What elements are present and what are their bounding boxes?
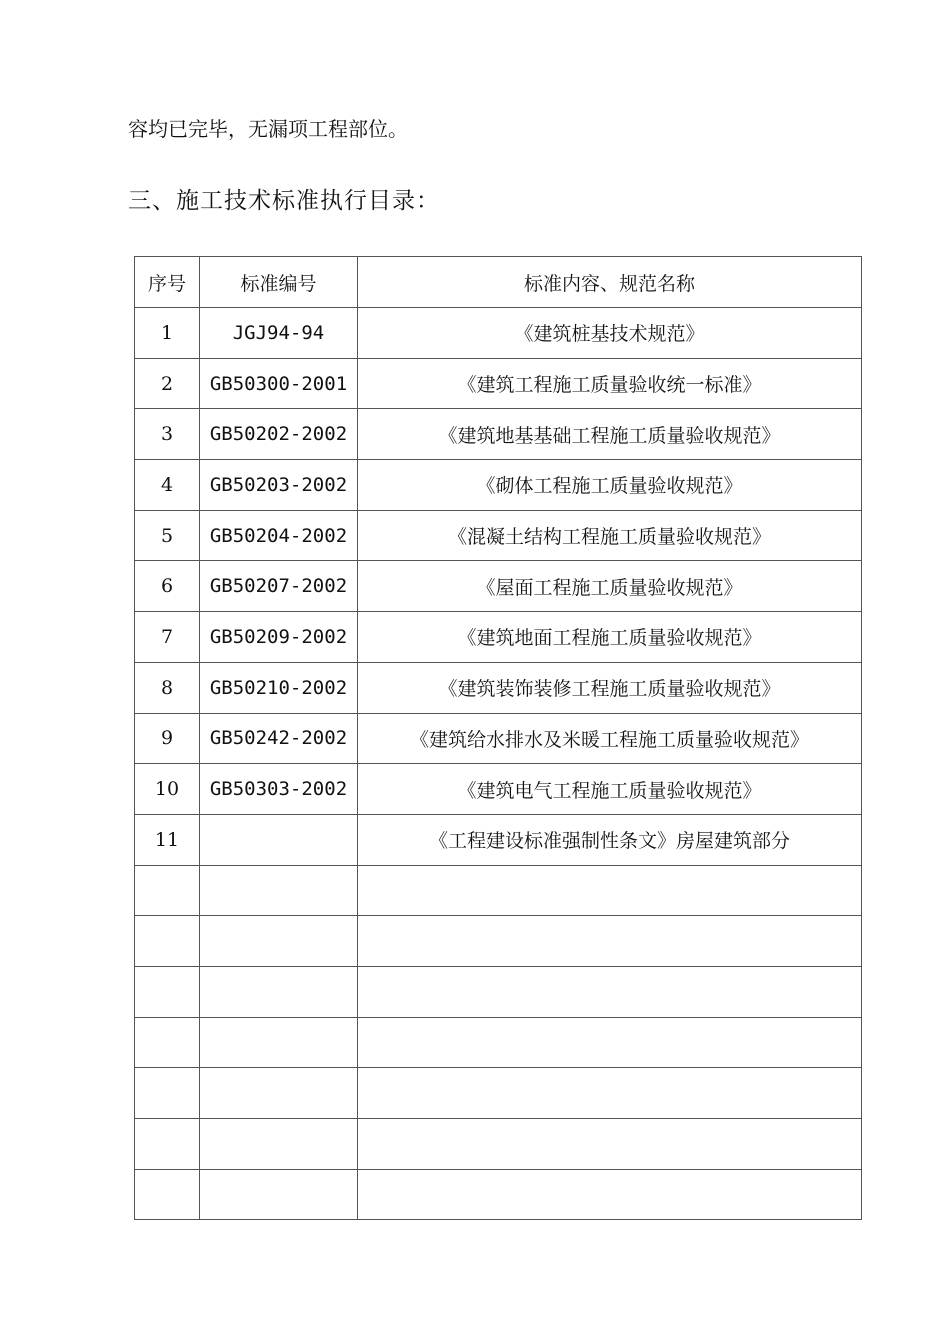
header-code: 标准编号 bbox=[200, 257, 358, 308]
row-name bbox=[358, 916, 862, 967]
row-code: GB50207-2002 bbox=[200, 561, 358, 612]
row-seq: 9 bbox=[135, 713, 200, 764]
row-name bbox=[358, 1119, 862, 1170]
row-seq bbox=[135, 865, 200, 916]
row-code bbox=[200, 1068, 358, 1119]
header-name: 标准内容、规范名称 bbox=[358, 257, 862, 308]
row-code: GB50209-2002 bbox=[200, 612, 358, 663]
table-row bbox=[135, 308, 862, 359]
row-code: GB50242-2002 bbox=[200, 713, 358, 764]
row-seq: 7 bbox=[135, 612, 200, 663]
table-row bbox=[135, 460, 862, 511]
row-seq bbox=[135, 966, 200, 1017]
table-row bbox=[135, 662, 862, 713]
row-code: GB50202-2002 bbox=[200, 409, 358, 460]
row-seq: 6 bbox=[135, 561, 200, 612]
row-name bbox=[358, 1169, 862, 1220]
row-name: 《建筑地面工程施工质量验收规范》 bbox=[358, 612, 862, 663]
table-row bbox=[135, 764, 862, 815]
section-heading: 三、施工技术标准执行目录： bbox=[128, 188, 440, 214]
row-seq: 2 bbox=[135, 358, 200, 409]
row-code: GB50204-2002 bbox=[200, 510, 358, 561]
row-seq bbox=[135, 1068, 200, 1119]
row-seq: 11 bbox=[135, 814, 200, 865]
row-name bbox=[358, 1068, 862, 1119]
table-row bbox=[135, 409, 862, 460]
row-seq bbox=[135, 916, 200, 967]
row-name bbox=[358, 1017, 862, 1068]
row-seq: 10 bbox=[135, 764, 200, 815]
table-row bbox=[135, 612, 862, 663]
row-seq bbox=[135, 1169, 200, 1220]
table-row-empty bbox=[135, 916, 862, 967]
row-name: 《工程建设标准强制性条文》房屋建筑部分 bbox=[358, 814, 862, 865]
table-row bbox=[135, 358, 862, 409]
row-name: 《建筑给水排水及米暖工程施工质量验收规范》 bbox=[358, 713, 862, 764]
row-name: 《建筑电气工程施工质量验收规范》 bbox=[358, 764, 862, 815]
table-row bbox=[135, 510, 862, 561]
table-row-empty bbox=[135, 1119, 862, 1170]
table-row bbox=[135, 713, 862, 764]
row-name: 《建筑地基基础工程施工质量验收规范》 bbox=[358, 409, 862, 460]
row-code bbox=[200, 865, 358, 916]
table-row-empty bbox=[135, 1017, 862, 1068]
standards-table bbox=[134, 256, 862, 1220]
row-name: 《建筑工程施工质量验收统一标准》 bbox=[358, 358, 862, 409]
table-row bbox=[135, 561, 862, 612]
row-name bbox=[358, 865, 862, 916]
header-seq: 序号 bbox=[135, 257, 200, 308]
table-row-empty bbox=[135, 1169, 862, 1220]
row-code bbox=[200, 966, 358, 1017]
row-seq: 1 bbox=[135, 308, 200, 359]
row-name bbox=[358, 966, 862, 1017]
row-seq: 4 bbox=[135, 460, 200, 511]
row-seq: 8 bbox=[135, 662, 200, 713]
row-seq bbox=[135, 1119, 200, 1170]
row-code: GB50303-2002 bbox=[200, 764, 358, 815]
row-code: GB50300-2001 bbox=[200, 358, 358, 409]
row-code bbox=[200, 1119, 358, 1170]
row-code bbox=[200, 916, 358, 967]
row-code bbox=[200, 814, 358, 865]
row-name: 《混凝土结构工程施工质量验收规范》 bbox=[358, 510, 862, 561]
row-code bbox=[200, 1017, 358, 1068]
row-seq bbox=[135, 1017, 200, 1068]
table-row-empty bbox=[135, 865, 862, 916]
row-name: 《屋面工程施工质量验收规范》 bbox=[358, 561, 862, 612]
row-code: JGJ94-94 bbox=[200, 308, 358, 359]
row-seq: 3 bbox=[135, 409, 200, 460]
row-seq: 5 bbox=[135, 510, 200, 561]
table-row-empty bbox=[135, 1068, 862, 1119]
row-code bbox=[200, 1169, 358, 1220]
row-code: GB50203-2002 bbox=[200, 460, 358, 511]
table-header-row bbox=[135, 257, 862, 308]
row-name: 《建筑装饰装修工程施工质量验收规范》 bbox=[358, 662, 862, 713]
intro-paragraph-line: 容均已完毕，无漏项工程部位。 bbox=[128, 117, 408, 141]
table-row bbox=[135, 814, 862, 865]
row-code: GB50210-2002 bbox=[200, 662, 358, 713]
table-row-empty bbox=[135, 966, 862, 1017]
row-name: 《建筑桩基技术规范》 bbox=[358, 308, 862, 359]
row-name: 《砌体工程施工质量验收规范》 bbox=[358, 460, 862, 511]
